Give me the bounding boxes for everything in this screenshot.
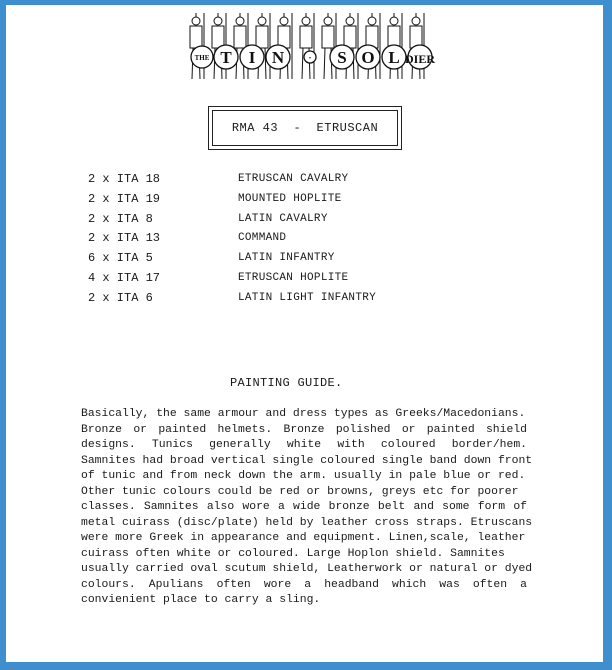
kit-list [88, 170, 468, 309]
text-line: were more Greek in appearance and equipment. Linen,scale, leather [81, 532, 526, 544]
text-line: metal cuirass (disc/plate) held by leather cross straps. Etruscans [81, 516, 533, 529]
text-line: classes. Samnites also wore a wide bronze belt and some form of [81, 501, 527, 513]
svg-text:THE: THE [194, 54, 210, 62]
kit-code: 6 x ITA 5 [88, 251, 153, 266]
kit-code: 2 x ITA 18 [88, 172, 161, 186]
painting-guide-heading: PAINTING GUIDE. [230, 376, 343, 390]
kit-code: 2 x ITA 13 [88, 231, 161, 246]
kit-code: 2 x ITA 8 [88, 211, 153, 226]
text-line: usually carried oval scutum shield, Leatherwork or natural or dyed [81, 563, 533, 575]
svg-text:I: I [248, 48, 256, 67]
list-item [88, 269, 468, 289]
text-line: Other tunic colours could be red or browns, greys etc for poorer [81, 485, 519, 498]
list-item [88, 289, 468, 309]
range-title: RMA 43 - ETRUSCAN [231, 121, 379, 135]
kit-name: ETRUSCAN HOPLITE [238, 271, 349, 284]
list-item [88, 210, 468, 230]
svg-text:·: · [308, 53, 312, 63]
text-line: cuirass often white or coloured. Large Hoplon shield. Samnites [81, 547, 505, 560]
text-line: convienient place to carry a sling. [81, 594, 321, 606]
kit-name: LATIN INFANTRY [238, 252, 335, 265]
document-page [6, 5, 603, 662]
tin-soldier-logo [184, 13, 436, 85]
list-item [88, 170, 468, 190]
text-line: colours. Apulians often wore a headband which was often a [81, 578, 527, 591]
kit-code: 4 x ITA 17 [88, 270, 161, 285]
list-item [88, 229, 468, 249]
painting-guide-text [81, 407, 533, 609]
text-line: of tunic and from neck down the arm. usually in pale blue or red. [81, 470, 526, 482]
kit-name: COMMAND [238, 232, 287, 245]
kit-name: LATIN CAVALRY [238, 212, 328, 225]
range-title-box [212, 110, 398, 146]
kit-code: 2 x ITA 6 [88, 290, 153, 305]
kit-name: ETRUSCAN CAVALRY [238, 173, 349, 185]
svg-text:O: O [361, 48, 375, 67]
text-line: Basically, the same armour and dress types as Greeks/Macedonians. [81, 408, 526, 420]
kit-name: LATIN LIGHT INFANTRY [238, 291, 377, 304]
list-item [88, 190, 468, 210]
list-item [88, 249, 468, 269]
kit-code: 2 x ITA 19 [88, 191, 161, 206]
text-line: Bronze or painted helmets. Bronze polished or painted shield [81, 423, 527, 436]
svg-text:DIER: DIER [404, 52, 436, 66]
svg-text:L: L [388, 48, 400, 67]
text-line: designs. Tunics generally white with coloured border/hem. [81, 439, 527, 451]
kit-name: MOUNTED HOPLITE [238, 192, 342, 205]
svg-text:N: N [271, 48, 285, 67]
svg-text:T: T [220, 48, 232, 67]
svg-text:S: S [337, 48, 347, 67]
text-line: Samnites had broad vertical single coloured single band down front [81, 454, 533, 467]
